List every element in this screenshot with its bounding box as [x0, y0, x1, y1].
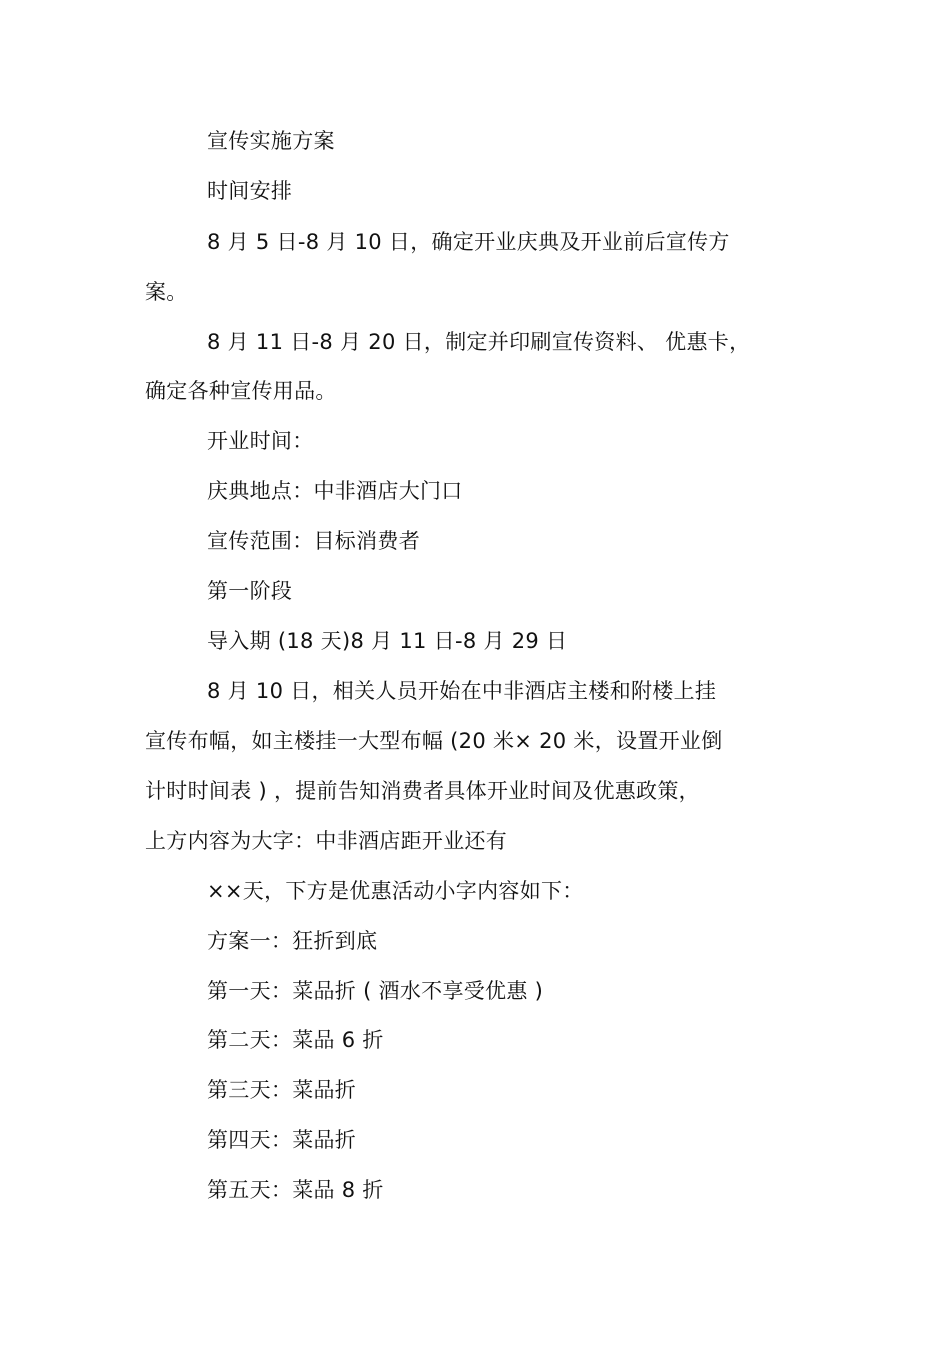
paragraph-line: 上方内容为大字：中非酒店距开业还有 [145, 829, 508, 853]
day-four-line: 第四天：菜品折 [207, 1128, 357, 1152]
paragraph-line: 计时时间表 ) ，提前告知消费者具体开业时间及优惠政策， [145, 779, 700, 803]
paragraph-line: 宣传布幅，如主楼挂一大型布幅 (20 米× 20 米，设置开业倒 [145, 729, 723, 753]
heading-schedule: 时间安排 [207, 179, 293, 203]
heading-phase-one: 第一阶段 [207, 579, 293, 603]
paragraph-line: 8 月 5 日-8 月 10 日，确定开业庆典及开业前后宣传方 [207, 230, 730, 254]
day-three-line: 第三天：菜品折 [207, 1078, 357, 1102]
day-five-line: 第五天：菜品 8 折 [207, 1178, 384, 1202]
day-one-line: 第一天：菜品折 ( 酒水不享受优惠 ) [207, 979, 544, 1003]
paragraph-line: 确定各种宣传用品。 [145, 379, 337, 403]
scope-line: 宣传范围：目标消费者 [207, 529, 420, 553]
intro-period-line: 导入期 (18 天)8 月 11 日-8 月 29 日 [207, 629, 568, 653]
paragraph-line: 案。 [145, 280, 188, 304]
heading-publicity-plan: 宣传实施方案 [207, 129, 335, 153]
paragraph-line: 8 月 11 日-8 月 20 日，制定并印刷宣传资料、 优惠卡， [207, 330, 751, 354]
paragraph-line: ××天，下方是优惠活动小字内容如下： [207, 879, 584, 903]
day-two-line: 第二天：菜品 6 折 [207, 1028, 384, 1052]
venue-line: 庆典地点：中非酒店大门口 [207, 479, 463, 503]
paragraph-line: 8 月 10 日，相关人员开始在中非酒店主楼和附楼上挂 [207, 679, 717, 703]
plan-one-line: 方案一：狂折到底 [207, 929, 378, 953]
opening-time-line: 开业时间： [207, 429, 314, 453]
